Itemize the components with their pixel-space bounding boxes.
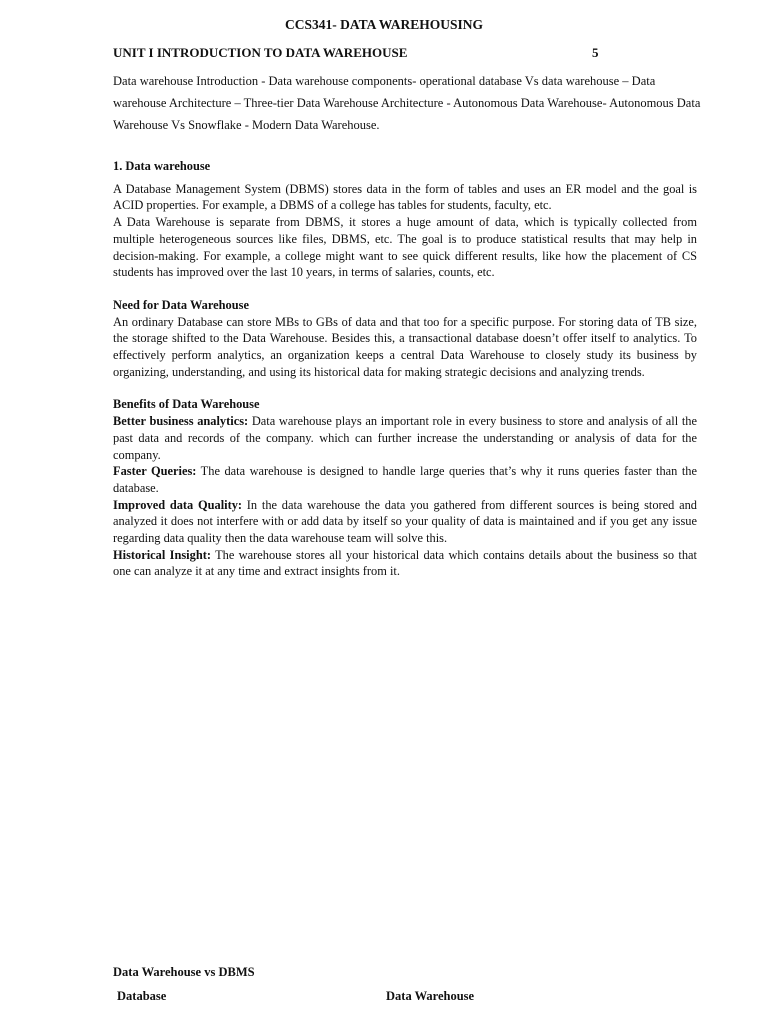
syllabus-text: Data warehouse Introduction - Data warehouse components- operational database Vs data warehouse – Data warehouse Architecture – Three-tier Data Warehouse Architecture - Autonomous Data Warehouse- Autonomous Data Warehouse Vs Snowflake - Modern Data Warehouse. bbox=[113, 74, 701, 132]
benefit-item bbox=[113, 463, 697, 496]
benefit-label: Improved data Quality: bbox=[113, 497, 243, 512]
benefit-text: The warehouse stores all your historical data which contains details about the business so that one can analyze it at any time and extract insights from it. bbox=[113, 547, 697, 579]
comparison-column-warehouse: Data Warehouse bbox=[386, 989, 475, 1003]
benefit-item bbox=[113, 547, 697, 580]
benefits-heading: Benefits of Data Warehouse bbox=[113, 397, 260, 412]
benefit-text: In the data warehouse the data you gathered from different sources is being stored and analyzed it does not interfere with or add data by itself so your quality of data is maintained and if you get any issue regarding data quality then the data warehouse team will solve this. bbox=[113, 497, 697, 546]
benefit-label: Historical Insight: bbox=[113, 547, 211, 562]
benefit-label: Faster Queries: bbox=[113, 464, 197, 479]
benefit-label: Better business analytics: bbox=[113, 414, 249, 429]
benefit-text: The data warehouse is designed to handle large queries that’s why it runs queries faster than the database. bbox=[113, 464, 697, 495]
need-paragraph: An ordinary Database can store MBs to GBs of data and that too for a specific purpose. For storing data of TB size, the storage shifted to the Data Warehouse. Besides this, a transactional database doesn’t offer itself to analytics. To effectively perform analytics, an organization keeps a central Data Warehouse to closely study its business by organizing, understanding, and using its historical data for making strategic decisions and analyzing trends. bbox=[113, 314, 697, 379]
main-content bbox=[113, 158, 697, 580]
benefit-item bbox=[113, 497, 697, 547]
benefit-text: Data warehouse plays an important role in every business to store and analysis of all the past data and records of the company. which can further increase the understanding or analysis of data for the company. bbox=[113, 414, 697, 462]
need-heading: Need for Data Warehouse bbox=[113, 297, 249, 312]
course-title: CCS341- DATA WAREHOUSING bbox=[284, 17, 484, 32]
unit-title: UNIT I INTRODUCTION TO DATA WAREHOUSE bbox=[113, 45, 408, 60]
comparison-column-database: Database bbox=[117, 989, 167, 1003]
unit-number: 5 bbox=[592, 45, 599, 60]
comparison-heading: Data Warehouse vs DBMS bbox=[113, 965, 255, 979]
benefit-item bbox=[113, 413, 697, 463]
dbms-paragraph: A Database Management System (DBMS) stores data in the form of tables and uses an ER model and the goal is ACID properties. For example, a DBMS of a college has tables for students, faculty, etc. bbox=[113, 181, 697, 213]
data-warehouse-paragraph: A Data Warehouse is separate from DBMS, it stores a huge amount of data, which is typically collected from multiple heterogeneous sources like files, DBMS, etc. The goal is to produce statistical results that may help in decision-making. For example, a college might want to see quick different results, like how the placement of CS students has improved over the last 10 years, in terms of salaries, counts, etc. bbox=[113, 215, 697, 280]
section-heading-data-warehouse: 1. Data warehouse bbox=[113, 159, 211, 173]
